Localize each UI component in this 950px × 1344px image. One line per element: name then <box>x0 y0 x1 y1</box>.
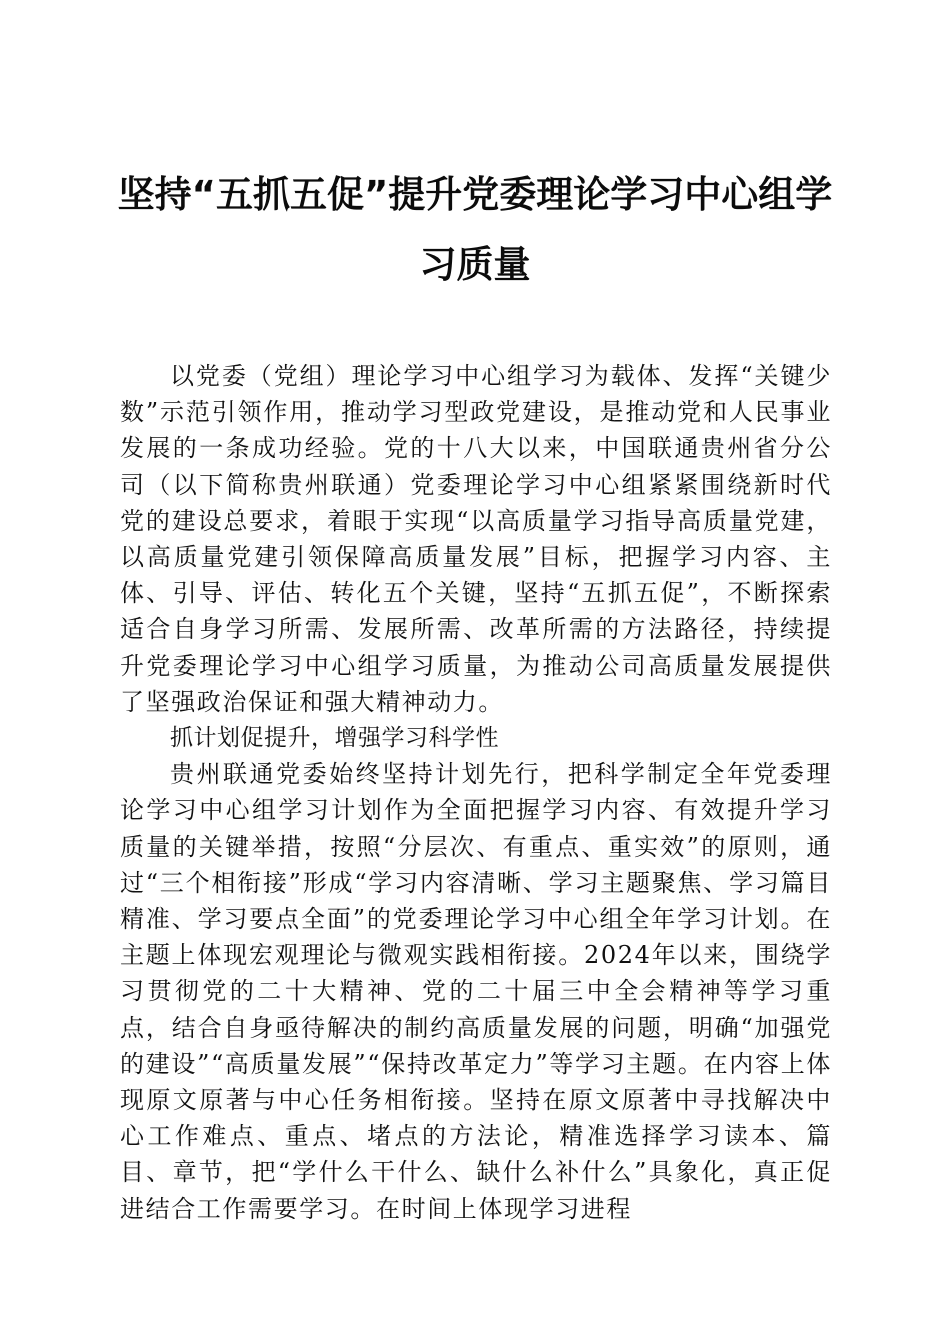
document-body <box>120 358 832 1227</box>
document-title-line-2: 习质量 <box>419 243 531 286</box>
document-title-line-1: 坚持“五抓五促”提升党委理论学习中心组学 <box>117 173 833 216</box>
intro-paragraph: 以党委（党组）理论学习中心组学习为载体、发挥“关键少数”示范引领作用，推动学习型政党建设，是推动党和人民事业发展的一条成功经验。党的十八大以来，中国联通贵州省分公司（以下简称贵州联通）党委理论学习中心组紧紧围绕新时代党的建设总要求，着眼于实现“以高质量学习指导高质量党建，以高质量党建引领保障高质量发展”目标，把握学习内容、主体、引导、评估、转化五个关键，坚持“五抓五促”，不断探索适合自身学习所需、发展所需、改革所需的方法路径，持续提升党委理论学习中心组学习质量，为推动公司高质量发展提供了坚强政治保证和强大精神动力。 <box>120 362 832 716</box>
section-1-paragraph: 贵州联通党委始终坚持计划先行，把科学制定全年党委理论学习中心组学习计划作为全面把握学习内容、有效提升学习质量的关键举措，按照“分层次、有重点、重实效”的原则，通过“三个相衔接”形成“学习内容清晰、学习主题聚焦、学习篇目精准、学习要点全面”的党委理论学习中心组全年学习计划。在主题上体现宏观理论与微观实践相衔接。2024年以来，围绕学习贯彻党的二十大精神、党的二十届三中全会精神等学习重点，结合自身亟待解决的制约高质量发展的问题，明确“加强党的建设”“高质量发展”“保持改革定力”等学习主题。在内容上体现原文原著与中心任务相衔接。坚持在原文原著中寻找解决中心工作难点、重点、堵点的方法论，精准选择学习读本、篇目、章节，把“学什么干什么、缺什么补什么”具象化，真正促进结合工作需要学习。在时间上体现学习进程 <box>120 760 832 1223</box>
section-heading-1: 抓计划促提升，增强学习科学性 <box>170 725 499 752</box>
